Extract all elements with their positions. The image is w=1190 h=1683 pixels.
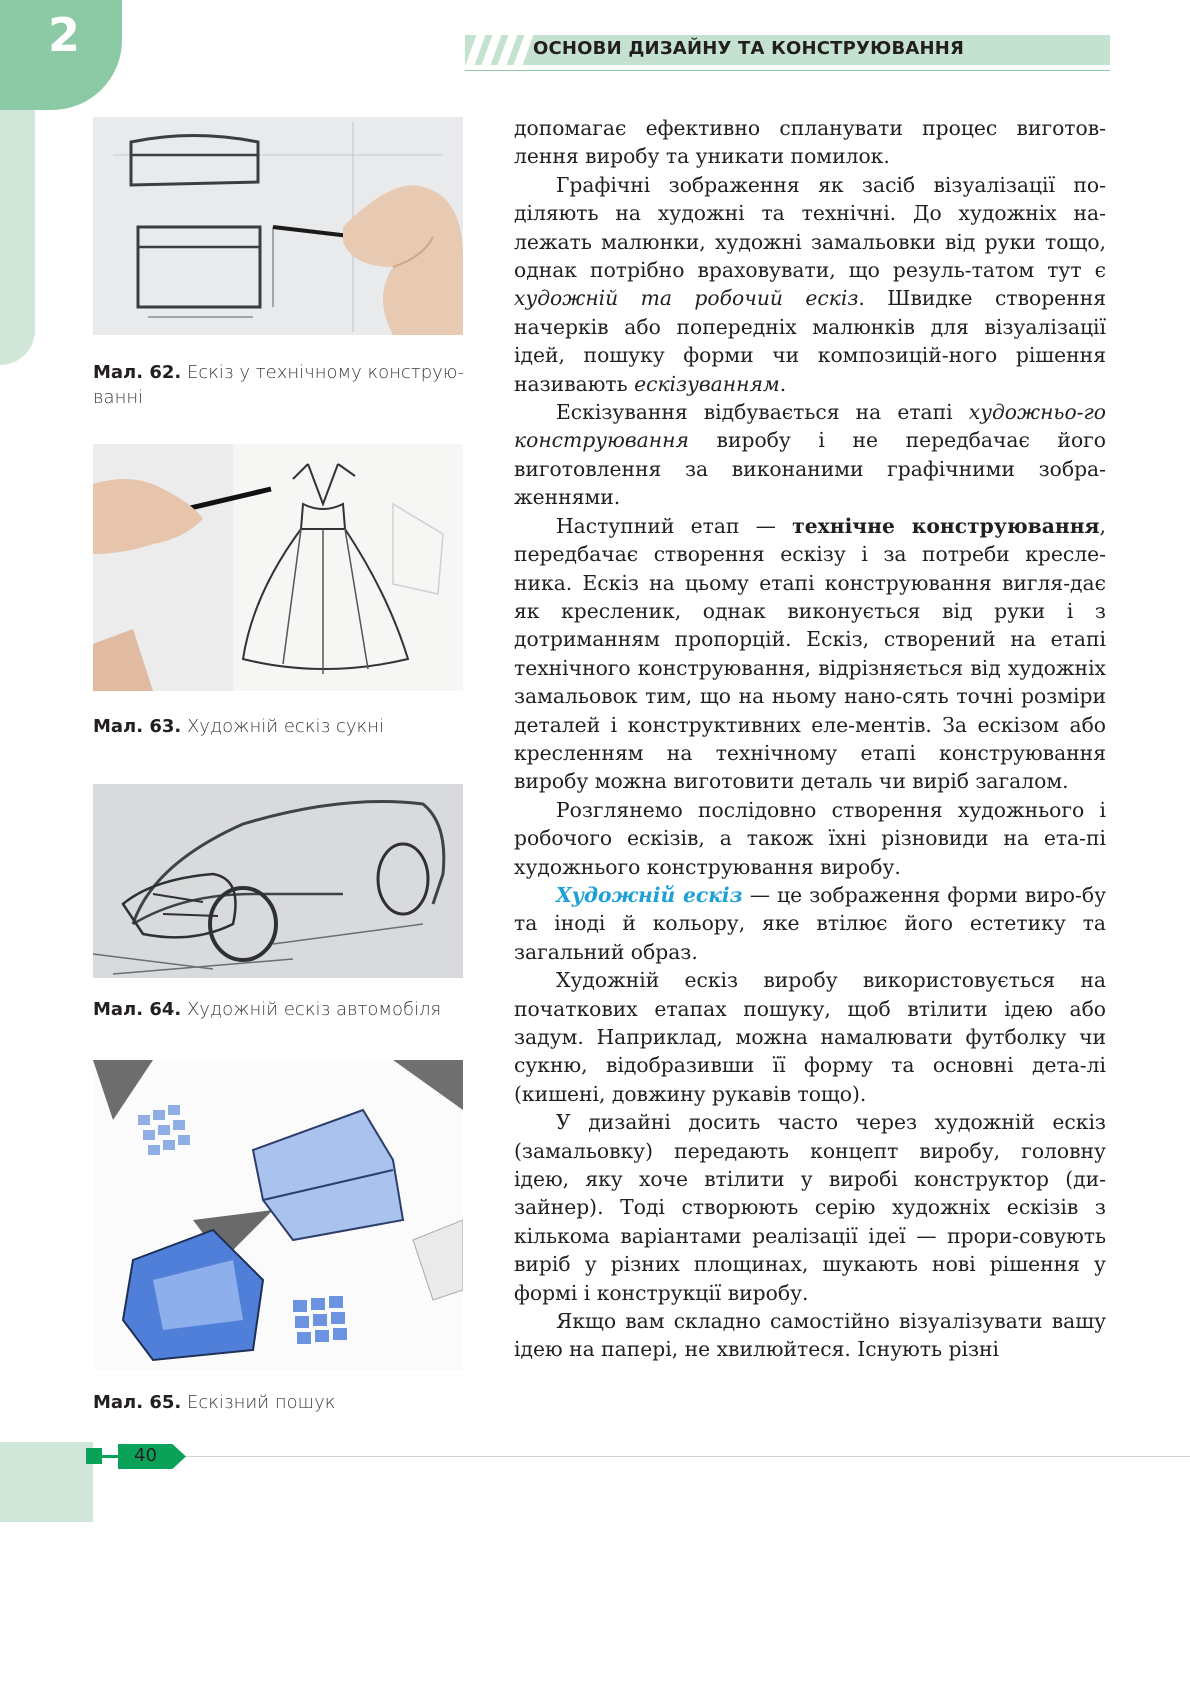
footer-square-marker (86, 1448, 102, 1464)
figure-label: Мал. 63. (93, 716, 182, 737)
figure-label: Мал. 62. (93, 362, 182, 383)
paragraph: Художній ескіз виробу використовується на початкових етапах пошуку, щоб втілити ідею або задум. Наприклад, можна намалювати футболку чи сукню, відобразивши її форму та основні дета-лі (кишені, довжину рукавів тощо). (514, 968, 1106, 1106)
paragraph: Ескізування відбувається на етапі художньо-го конструювання виробу і не передбачає його виготовлення за виконаними графічними зобра-женнями. (514, 400, 1106, 510)
chapter-number: 2 (48, 8, 81, 62)
header-divider (465, 70, 1110, 71)
paragraph: Якщо вам складно самостійно візуалізувати вашу ідею на папері, не хвилюйтеся. Існують різні (514, 1309, 1106, 1362)
figure-65-image (93, 1060, 463, 1370)
paragraph: допомагає ефективно спланувати процес виготов-лення виробу та уникати помилок. (514, 116, 1106, 169)
paragraph: Графічні зображення як засіб візуалізації по-діляють на художні та технічні. До художніх на-лежать малюнки, художні замальовки від руки тощо, однак потрібно враховувати, що резуль-татом тут є художній та робочий ескіз. Швидке створення начерків або попередніх малюнків для візуалізації ідей, пошуку форми чи композицій-ного рішення називають ескізуванням. (514, 172, 1107, 396)
figure-62-image (93, 117, 463, 335)
footer-margin-strip (0, 1442, 93, 1522)
paragraph: Розглянемо послідовно створення художнього і робочого ескізів, а також їхні різновиди на ета-пі художнього конструювання виробу. (514, 797, 1106, 879)
header-stripes (465, 35, 535, 65)
figure-caption-text: Ескізний пошук (186, 1392, 336, 1413)
figure-label: Мал. 64. (93, 999, 182, 1020)
page-number: 40 (134, 1445, 157, 1466)
paragraph: У дизайні досить часто через художній ескіз (замальовку) передають концепт виробу, головну ідею, яку хоче втілити у виробі конструктор (ди-зайнер). Тоді створюють серію художніх ескізів з кількома варіантами реалізації ідеї — прори-совують виріб у різних площинах, шукають нові рішення у формі і конструкції виробу. (514, 1110, 1106, 1305)
footer-divider (93, 1456, 1190, 1457)
section-title: ОСНОВИ ДИЗАЙНУ ТА КОНСТРУЮВАННЯ (533, 38, 965, 59)
figure-65-caption (93, 1390, 473, 1415)
figure-caption-text: Художній ескіз сукні (186, 716, 384, 737)
term-highlight: Художній ескіз (556, 882, 743, 907)
footer-dash (102, 1455, 118, 1458)
figure-caption-text: Художній ескіз автомобіля (186, 999, 442, 1020)
paragraph: Наступний етап — технічне конструювання, передбачає створення ескізу і за потреби кресле-ника. Ескіз на цьому етапі конструювання вигля-дає як кресленик, однак виконується від руки і з дотриманням пропорцій. Ескіз, створений на етапі технічного конструювання, відрізняється від художніх замальовок тим, що на ньому нано-сять точні розміри деталей і конструктивних еле-ментів. За ескізом або кресленням на технічному етапі конструювання виробу можна виготовити деталь чи виріб загалом. (514, 513, 1106, 794)
figure-label: Мал. 65. (93, 1392, 182, 1413)
figure-62-caption (93, 360, 473, 410)
paragraph: Художній ескіз — це зображення форми виро-бу та іноді й кольору, яке втілює його естетику та загальний образ. (514, 882, 1107, 964)
figure-63-caption (93, 714, 473, 739)
main-text (514, 114, 1106, 1364)
figure-64-image (93, 784, 463, 978)
figure-caption-text: Ескіз у технічному конструю- ванні (93, 362, 464, 408)
figure-64-caption (93, 997, 473, 1022)
figure-63-image (93, 444, 463, 691)
